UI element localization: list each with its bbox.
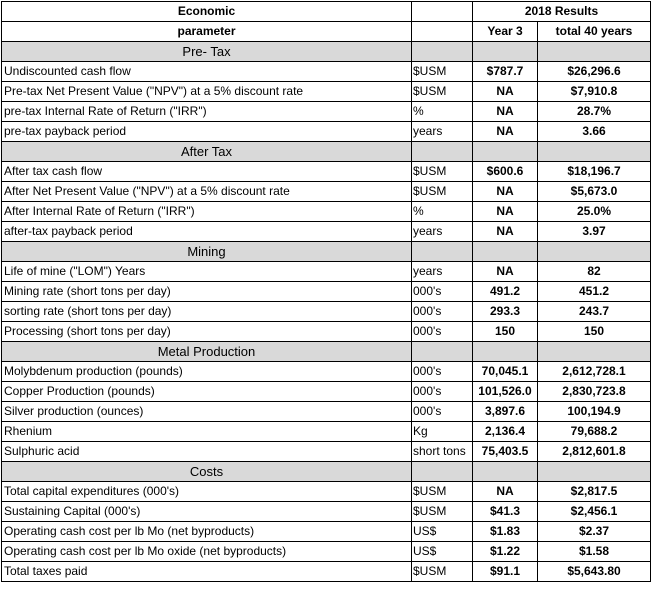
parameter-cell: sorting rate (short tons per day) bbox=[2, 302, 412, 322]
year3-value-cell: 293.3 bbox=[473, 302, 538, 322]
unit-cell: 000's bbox=[412, 322, 473, 342]
section-blank-cell bbox=[412, 42, 473, 62]
total-value-cell: $1.58 bbox=[538, 542, 651, 562]
unit-cell: $USM bbox=[412, 482, 473, 502]
table-row bbox=[2, 122, 651, 142]
section-title: Costs bbox=[2, 462, 412, 482]
table-row bbox=[2, 382, 651, 402]
total-value-cell: 2,612,728.1 bbox=[538, 362, 651, 382]
section-header-row bbox=[2, 42, 651, 62]
table-body bbox=[2, 42, 651, 582]
section-blank-cell bbox=[473, 342, 538, 362]
table-row bbox=[2, 322, 651, 342]
parameter-cell: Silver production (ounces) bbox=[2, 402, 412, 422]
section-title: Mining bbox=[2, 242, 412, 262]
parameter-cell: Total capital expenditures (000's) bbox=[2, 482, 412, 502]
unit-cell: short tons bbox=[412, 442, 473, 462]
year3-value-cell: $41.3 bbox=[473, 502, 538, 522]
year3-value-cell: 491.2 bbox=[473, 282, 538, 302]
year3-value-cell: 101,526.0 bbox=[473, 382, 538, 402]
section-blank-cell bbox=[538, 342, 651, 362]
year3-value-cell: 150 bbox=[473, 322, 538, 342]
total-value-cell: 150 bbox=[538, 322, 651, 342]
parameter-cell: After Net Present Value ("NPV") at a 5% discount rate bbox=[2, 182, 412, 202]
year3-value-cell: $600.6 bbox=[473, 162, 538, 182]
year3-value-cell: NA bbox=[473, 122, 538, 142]
unit-cell: US$ bbox=[412, 542, 473, 562]
parameter-cell: Life of mine ("LOM") Years bbox=[2, 262, 412, 282]
table-row bbox=[2, 542, 651, 562]
unit-cell: years bbox=[412, 222, 473, 242]
table-row bbox=[2, 522, 651, 542]
header-2018-results: 2018 Results bbox=[473, 2, 651, 22]
year3-value-cell: $787.7 bbox=[473, 62, 538, 82]
section-blank-cell bbox=[538, 142, 651, 162]
total-value-cell: 79,688.2 bbox=[538, 422, 651, 442]
year3-value-cell: $1.22 bbox=[473, 542, 538, 562]
parameter-cell: Operating cash cost per lb Mo (net byproducts) bbox=[2, 522, 412, 542]
section-blank-cell bbox=[538, 242, 651, 262]
unit-cell: 000's bbox=[412, 382, 473, 402]
unit-cell: years bbox=[412, 122, 473, 142]
total-value-cell: $26,296.6 bbox=[538, 62, 651, 82]
table-row bbox=[2, 302, 651, 322]
unit-cell: $USM bbox=[412, 562, 473, 582]
parameter-cell: pre-tax Internal Rate of Return ("IRR") bbox=[2, 102, 412, 122]
header-parameter: parameter bbox=[2, 22, 412, 42]
unit-cell: 000's bbox=[412, 402, 473, 422]
section-blank-cell bbox=[538, 462, 651, 482]
section-blank-cell bbox=[412, 242, 473, 262]
unit-cell: 000's bbox=[412, 282, 473, 302]
total-value-cell: $2,817.5 bbox=[538, 482, 651, 502]
section-blank-cell bbox=[473, 242, 538, 262]
year3-value-cell: NA bbox=[473, 482, 538, 502]
header-year-3: Year 3 bbox=[473, 22, 538, 42]
parameter-cell: Sulphuric acid bbox=[2, 442, 412, 462]
table-row bbox=[2, 162, 651, 182]
year3-value-cell: NA bbox=[473, 82, 538, 102]
total-value-cell: $18,196.7 bbox=[538, 162, 651, 182]
year3-value-cell: 70,045.1 bbox=[473, 362, 538, 382]
total-value-cell: 243.7 bbox=[538, 302, 651, 322]
table-row bbox=[2, 102, 651, 122]
header-unit-blank-2 bbox=[412, 22, 473, 42]
section-blank-cell bbox=[538, 42, 651, 62]
parameter-cell: Operating cash cost per lb Mo oxide (net byproducts) bbox=[2, 542, 412, 562]
section-header-row bbox=[2, 142, 651, 162]
parameter-cell: Pre-tax Net Present Value ("NPV") at a 5% discount rate bbox=[2, 82, 412, 102]
table-row bbox=[2, 482, 651, 502]
section-blank-cell bbox=[473, 42, 538, 62]
table-row bbox=[2, 202, 651, 222]
unit-cell: $USM bbox=[412, 182, 473, 202]
total-value-cell: 3.97 bbox=[538, 222, 651, 242]
parameter-cell: Molybdenum production (pounds) bbox=[2, 362, 412, 382]
total-value-cell: 2,812,601.8 bbox=[538, 442, 651, 462]
section-header-row bbox=[2, 342, 651, 362]
parameter-cell: Rhenium bbox=[2, 422, 412, 442]
year3-value-cell: $1.83 bbox=[473, 522, 538, 542]
year3-value-cell: NA bbox=[473, 102, 538, 122]
parameter-cell: Total taxes paid bbox=[2, 562, 412, 582]
parameter-cell: Mining rate (short tons per day) bbox=[2, 282, 412, 302]
unit-cell: 000's bbox=[412, 302, 473, 322]
year3-value-cell: 3,897.6 bbox=[473, 402, 538, 422]
table-row bbox=[2, 222, 651, 242]
year3-value-cell: NA bbox=[473, 262, 538, 282]
section-blank-cell bbox=[412, 142, 473, 162]
year3-value-cell: NA bbox=[473, 202, 538, 222]
section-blank-cell bbox=[473, 142, 538, 162]
parameter-cell: pre-tax payback period bbox=[2, 122, 412, 142]
header-economic: Economic bbox=[2, 2, 412, 22]
table-row bbox=[2, 502, 651, 522]
table-row bbox=[2, 262, 651, 282]
total-value-cell: $5,673.0 bbox=[538, 182, 651, 202]
year3-value-cell: $91.1 bbox=[473, 562, 538, 582]
parameter-cell: Processing (short tons per day) bbox=[2, 322, 412, 342]
total-value-cell: 100,194.9 bbox=[538, 402, 651, 422]
parameter-cell: after-tax payback period bbox=[2, 222, 412, 242]
year3-value-cell: NA bbox=[473, 222, 538, 242]
parameter-cell: After tax cash flow bbox=[2, 162, 412, 182]
unit-cell: years bbox=[412, 262, 473, 282]
section-title: After Tax bbox=[2, 142, 412, 162]
total-value-cell: 451.2 bbox=[538, 282, 651, 302]
total-value-cell: $2.37 bbox=[538, 522, 651, 542]
section-title: Metal Production bbox=[2, 342, 412, 362]
section-header-row bbox=[2, 242, 651, 262]
table-row bbox=[2, 562, 651, 582]
total-value-cell: 82 bbox=[538, 262, 651, 282]
section-blank-cell bbox=[412, 462, 473, 482]
header-unit-blank bbox=[412, 2, 473, 22]
table-row bbox=[2, 82, 651, 102]
parameter-cell: Sustaining Capital (000's) bbox=[2, 502, 412, 522]
header-row-1 bbox=[2, 2, 651, 22]
unit-cell: US$ bbox=[412, 522, 473, 542]
table-row bbox=[2, 62, 651, 82]
total-value-cell: 2,830,723.8 bbox=[538, 382, 651, 402]
year3-value-cell: NA bbox=[473, 182, 538, 202]
table-row bbox=[2, 442, 651, 462]
table-row bbox=[2, 282, 651, 302]
unit-cell: $USM bbox=[412, 82, 473, 102]
table-row bbox=[2, 362, 651, 382]
total-value-cell: $5,643.80 bbox=[538, 562, 651, 582]
total-value-cell: 28.7% bbox=[538, 102, 651, 122]
table-row bbox=[2, 402, 651, 422]
section-blank-cell bbox=[412, 342, 473, 362]
unit-cell: $USM bbox=[412, 502, 473, 522]
total-value-cell: $2,456.1 bbox=[538, 502, 651, 522]
year3-value-cell: 2,136.4 bbox=[473, 422, 538, 442]
unit-cell: Kg bbox=[412, 422, 473, 442]
section-header-row bbox=[2, 462, 651, 482]
table-row bbox=[2, 182, 651, 202]
unit-cell: % bbox=[412, 202, 473, 222]
unit-cell: $USM bbox=[412, 62, 473, 82]
total-value-cell: $7,910.8 bbox=[538, 82, 651, 102]
header-row-2 bbox=[2, 22, 651, 42]
economic-results-table bbox=[1, 1, 651, 582]
parameter-cell: Copper Production (pounds) bbox=[2, 382, 412, 402]
unit-cell: % bbox=[412, 102, 473, 122]
unit-cell: 000's bbox=[412, 362, 473, 382]
section-title: Pre- Tax bbox=[2, 42, 412, 62]
header-total-40-years: total 40 years bbox=[538, 22, 651, 42]
year3-value-cell: 75,403.5 bbox=[473, 442, 538, 462]
parameter-cell: Undiscounted cash flow bbox=[2, 62, 412, 82]
parameter-cell: After Internal Rate of Return ("IRR") bbox=[2, 202, 412, 222]
section-blank-cell bbox=[473, 462, 538, 482]
total-value-cell: 3.66 bbox=[538, 122, 651, 142]
total-value-cell: 25.0% bbox=[538, 202, 651, 222]
unit-cell: $USM bbox=[412, 162, 473, 182]
table-row bbox=[2, 422, 651, 442]
